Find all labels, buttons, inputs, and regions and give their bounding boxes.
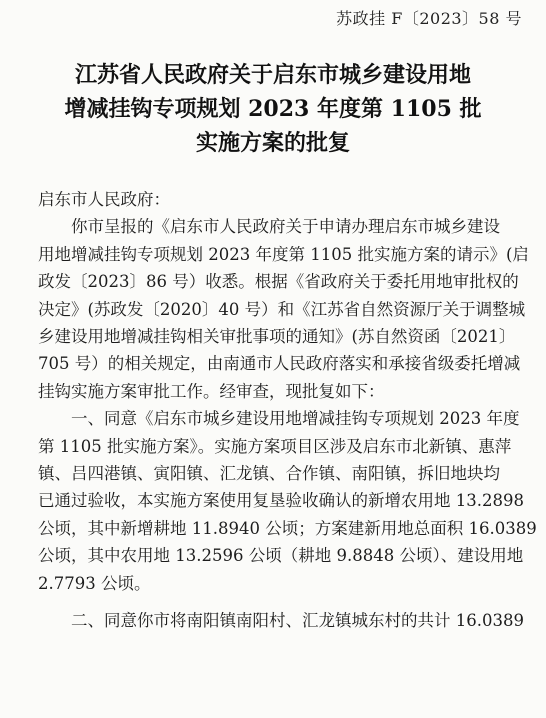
title-line-1: 江苏省人民政府关于启东市城乡建设用地 (74, 62, 471, 88)
paragraph-line: 乡建设用地增减挂钩相关审批事项的通知》(苏自然资函〔2021〕 (38, 327, 516, 347)
paragraph-2 (38, 405, 537, 597)
paragraph-1 (38, 213, 528, 405)
paragraph-line: 镇、吕四港镇、寅阳镇、汇龙镇、合作镇、南阳镇，拆旧地块均 (38, 464, 500, 484)
paragraph-line: 公顷，其中农用地 13.2596 公顷（耕地 9.8848 公顷）、建设用地 (38, 546, 524, 566)
document-number: 苏政挂 F〔2023〕58 号 (336, 9, 522, 28)
title-line-3: 实施方案的批复 (195, 130, 350, 156)
paragraph-line: 二、同意你市将南阳镇南阳村、汇龙镇城东村的共计 16.0389 (71, 611, 524, 631)
paragraph-line: 政发〔2023〕86 号）收悉。根据《省政府关于委托用地审批权的 (38, 272, 519, 292)
document-title (0, 58, 546, 160)
document-body (38, 186, 537, 635)
paragraph-line: 你市呈报的《启东市人民政府关于申请办理启东市城乡建设 (71, 217, 500, 237)
paragraph-line: 决定》(苏政发〔2020〕40 号）和《江苏省自然资源厅关于调整城 (38, 299, 526, 319)
paragraph-line: 已通过验收，本实施方案使用复垦验收确认的新增农用地 13.2898 (38, 491, 524, 511)
paragraph-line: 一、同意《启东市城乡建设用地增减挂钩专项规划 2023 年度 (71, 409, 520, 429)
paragraph-3 (38, 607, 528, 634)
paragraph-line: 705 号）的相关规定，由南通市人民政府落实和承接省级委托增减 (38, 354, 521, 374)
title-line-2: 增减挂钩专项规划 2023 年度第 1105 批 (64, 96, 482, 122)
paragraph-line: 公顷，其中新增耕地 11.8940 公顷；方案建新用地总面积 16.0389 (38, 518, 537, 538)
paragraph-line: 第 1105 批实施方案》。实施方案项目区涉及启东市北新镇、惠萍 (38, 436, 512, 456)
paragraph-line: 挂钩实施方案审批工作。经审查，现批复如下： (38, 381, 385, 401)
salutation: 启东市人民政府： (38, 190, 170, 209)
paragraph-line: 用地增减挂钩专项规划 2023 年度第 1105 批实施方案的请示》(启 (38, 244, 529, 264)
paragraph-line: 2.7793 公顷。 (38, 573, 151, 593)
